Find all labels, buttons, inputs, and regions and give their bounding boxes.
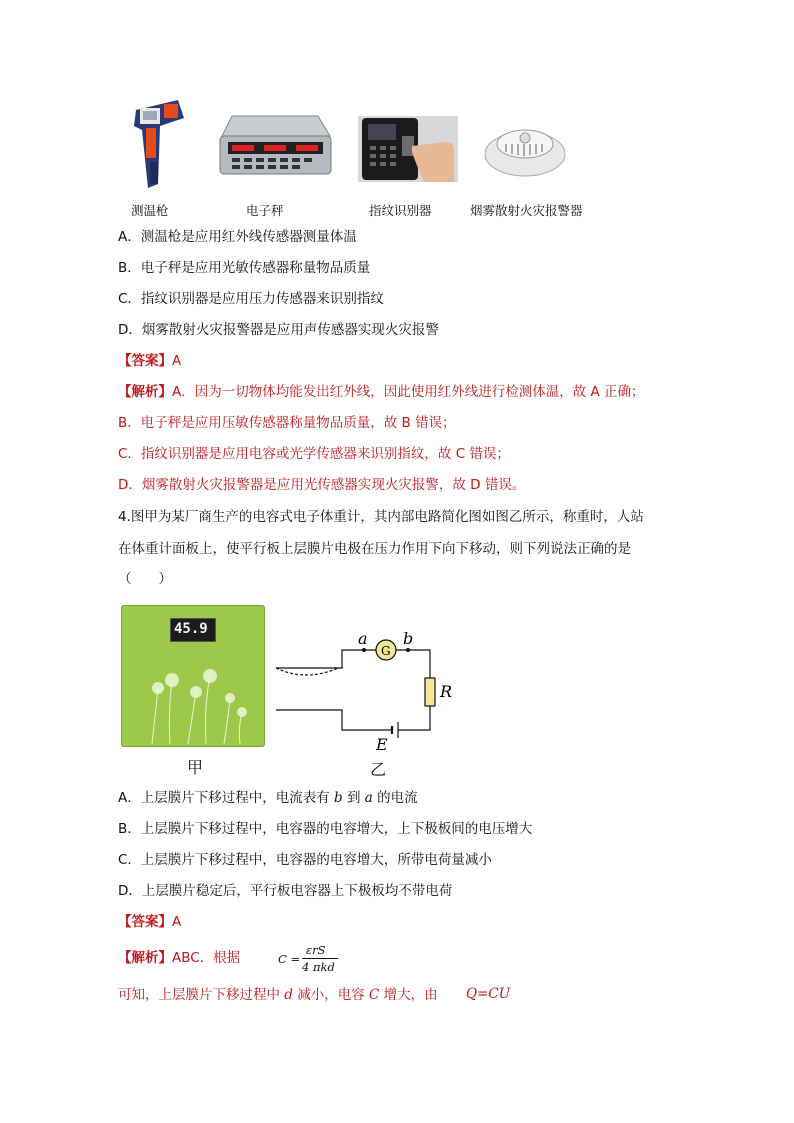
q4-option-a-v2: a xyxy=(364,790,373,806)
label-a: a xyxy=(358,629,368,648)
q3-option-a: A．测温枪是应用红外线传感器测量体温 xyxy=(118,229,357,245)
figure-jia-scale xyxy=(121,605,265,747)
answer-value: A xyxy=(172,353,182,369)
q4-option-d: D．上层膜片稳定后，平行板电容器上下极板均不带电荷 xyxy=(118,883,453,899)
galvanometer-label: G xyxy=(381,644,391,658)
answer-tag: 【答案】 xyxy=(118,353,172,369)
q3-analysis-4: D．烟雾散射火灾报警器是应用光传感器实现火灾报警，故 D 错误。 xyxy=(118,477,526,493)
q4-stem-line-3: （ ） xyxy=(118,571,172,587)
node-b xyxy=(406,648,410,652)
q4-option-a-v1: b xyxy=(334,790,343,806)
fraction-bar xyxy=(302,958,338,959)
analysis-2-var-d: d xyxy=(284,987,293,1003)
caption-scale: 电子秤 xyxy=(246,203,284,218)
q4-stem-line-1: 4.图甲为某厂商生产的电容式电子体重计，其内部电路简化图如图乙所示，称重时，人站 xyxy=(118,509,644,525)
label-b: b xyxy=(403,629,414,648)
answer-tag: 【答案】 xyxy=(118,914,172,930)
analysis-2-e: 增大，由 xyxy=(379,987,438,1003)
q4-option-a xyxy=(118,789,418,807)
upper-film-electrode xyxy=(276,668,338,675)
figure-label-yi: 乙 xyxy=(370,760,387,779)
analysis-2-a: 可知，上层膜片下移过程中 xyxy=(118,987,285,1003)
q3-analysis-3: C．指纹识别器是应用电容或光学传感器来识别指纹，故 C 错误； xyxy=(118,446,510,462)
figure-yi-circuit xyxy=(272,628,462,754)
node-a xyxy=(362,648,366,652)
q4-stem-line-2: 在体重计面板上，使平行板上层膜片电极在压力作用下向下移动，则下列说法正确的是 xyxy=(118,541,631,557)
scale-display xyxy=(170,618,216,642)
q4-analysis-1 xyxy=(118,949,240,967)
q4-option-a-pre: A．上层膜片下移过程中，电流表有 xyxy=(118,790,335,806)
caption-thermometer: 测温枪 xyxy=(131,203,169,218)
q3-analysis-1 xyxy=(118,383,645,401)
caption-fingerprint: 指纹识别器 xyxy=(369,203,432,218)
figure-label-jia: 甲 xyxy=(187,758,204,777)
q3-analysis-2: B．电子秤是应用压敏传感器称量物品质量，故 B 错误； xyxy=(118,415,456,431)
scale-flower-pattern xyxy=(140,658,250,744)
resistor xyxy=(425,678,435,706)
q4-analysis-2 xyxy=(118,986,438,1004)
analysis-text: ABC．根据 xyxy=(172,950,241,966)
answer-value: A xyxy=(172,914,182,930)
analysis-tag: 【解析】 xyxy=(118,950,172,966)
q4-option-b: B．上层膜片下移过程中，电容器的电容增大，上下极板间的电压增大 xyxy=(118,821,533,837)
scale-display-value: 45.9 xyxy=(174,621,208,637)
thermometer-gun-image xyxy=(128,96,190,192)
fingerprint-reader-image xyxy=(358,116,458,182)
formula-denominator: 4 πkd xyxy=(302,960,335,974)
analysis-2-var-c: C xyxy=(369,987,380,1003)
formula-lhs: C = xyxy=(278,952,301,966)
q3-option-b: B．电子秤是应用光敏传感器称量物品质量 xyxy=(118,260,371,276)
image-row xyxy=(118,92,598,192)
q3-option-d: D．烟雾散射火灾报警器是应用声传感器实现火灾报警 xyxy=(118,322,439,338)
q3-option-c: C．指纹识别器是应用压力传感器来识别指纹 xyxy=(118,291,384,307)
smoke-detector-image xyxy=(482,114,568,180)
label-r: R xyxy=(440,682,453,701)
q4-answer xyxy=(118,913,181,931)
analysis-text: A．因为一切物体均能发出红外线，因此使用红外线进行检测体温，故 A 正确； xyxy=(172,384,645,400)
capacitance-formula xyxy=(278,944,348,976)
formula-q-cu: Q=CU xyxy=(466,986,511,1002)
q4-option-a-mid: 到 xyxy=(342,790,365,806)
caption-smoke-detector: 烟雾散射火灾报警器 xyxy=(470,203,583,218)
q4-option-a-post: 的电流 xyxy=(372,790,418,806)
formula-numerator: εrS xyxy=(306,943,326,957)
analysis-2-c: 减小，电容 xyxy=(292,987,370,1003)
electronic-scale-image xyxy=(218,112,333,178)
analysis-tag: 【解析】 xyxy=(118,384,172,400)
q4-option-c: C．上层膜片下移过程中，电容器的电容增大，所带电荷量减小 xyxy=(118,852,492,868)
label-e: E xyxy=(376,735,388,754)
q3-answer xyxy=(118,352,181,370)
